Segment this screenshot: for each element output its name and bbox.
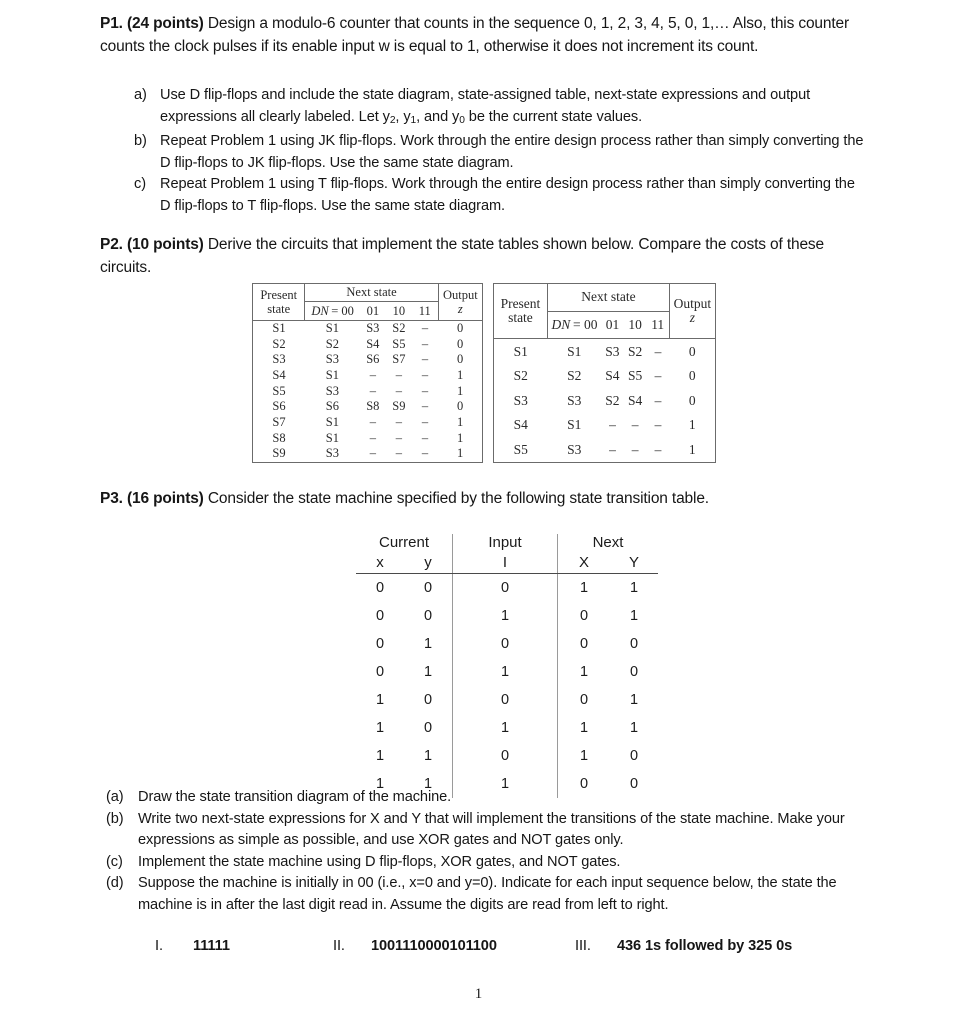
cell-y: 0	[423, 720, 433, 736]
cell-output: 1	[456, 367, 464, 382]
next-state-col-01: 01	[366, 303, 380, 318]
cell-present: S4	[272, 367, 286, 382]
cell-next-01: S8	[366, 399, 380, 414]
list-item	[134, 85, 864, 131]
cell-next-00: S1	[567, 417, 582, 433]
output-label: Output	[442, 288, 478, 302]
cell-Y: 1	[629, 608, 639, 624]
list-item	[134, 174, 864, 217]
list-marker: (c)	[106, 853, 123, 870]
next-state-col-11: 11	[651, 316, 665, 332]
cell-next-00: S2	[567, 368, 582, 384]
cell-next-10: S5	[628, 368, 643, 384]
subscript-y2: 2	[389, 114, 396, 126]
cell-present: S1	[272, 321, 286, 335]
sequence-marker-3: III.	[575, 938, 591, 954]
cell-output: 0	[456, 336, 464, 351]
sequence-item-3	[575, 938, 792, 954]
cell-next-11: –	[654, 392, 662, 408]
sequence-value-1: 11111	[193, 938, 230, 954]
cell-X: 1	[558, 574, 611, 603]
problem-1-sublist	[134, 85, 864, 217]
cell-I: 1	[453, 602, 558, 630]
cell-x: 0	[375, 608, 385, 624]
cell-next-01: S3	[605, 343, 620, 359]
cell-next-10: –	[395, 414, 402, 429]
cell-next-00: S2	[325, 336, 339, 351]
header-current: Current	[378, 534, 430, 551]
state-transition-table	[356, 534, 658, 798]
output-variable: z	[457, 302, 463, 316]
cell-X: 1	[558, 742, 611, 770]
cell-next-01: S4	[605, 368, 620, 384]
header-var-y: y	[404, 554, 453, 574]
cell-next-10: S4	[628, 392, 643, 408]
table-row	[356, 658, 658, 686]
sequence-marker-2: II.	[333, 938, 345, 954]
cell-next-11: –	[654, 442, 662, 457]
state-table-right	[493, 283, 716, 463]
cell-next-00: S1	[325, 430, 339, 445]
cell-next-01: –	[369, 383, 376, 398]
cell-next-00: S1	[567, 343, 582, 359]
cell-Y: 1	[629, 580, 639, 596]
problem-1-body: Design a modulo-6 counter that counts in the sequence 0, 1, 2, 3, 4, 5, 0, 1,… Also, this counter counts the clock pulses if its enable input w is equal to 1, otherwise it does not increment its count.	[100, 15, 849, 55]
cell-next-10: S5	[392, 336, 406, 351]
cell-output: 1	[456, 414, 464, 429]
table-header-group-row	[356, 534, 658, 554]
cell-X: 0	[558, 686, 611, 714]
cell-next-01: –	[369, 414, 376, 429]
present-state-label-line1: Present	[260, 288, 298, 302]
output-label: Output	[673, 296, 712, 312]
cell-y: 0	[423, 580, 433, 596]
cell-output: 0	[688, 392, 696, 408]
cell-output: 0	[456, 352, 464, 367]
header-var-I: I	[453, 554, 558, 574]
cell-output: 0	[688, 368, 696, 384]
cell-next-00: S1	[325, 367, 339, 382]
cell-next-00: S3	[325, 352, 339, 367]
list-item	[106, 809, 874, 852]
sequence-value-2: 1001110000101100	[371, 938, 497, 954]
cell-present: S2	[272, 336, 286, 351]
cell-next-11: –	[421, 399, 429, 414]
cell-next-11: –	[421, 414, 429, 429]
cell-next-11: –	[421, 430, 429, 445]
cell-output: 0	[688, 343, 696, 359]
cell-Y: 0	[629, 748, 639, 764]
cell-next-11: –	[421, 321, 429, 335]
list-item-text: Implement the state machine using D flip-flops, XOR gates, and NOT gates.	[138, 853, 621, 870]
cell-y: 1	[423, 664, 433, 680]
cell-output: 1	[456, 383, 464, 398]
cell-Y: 0	[629, 636, 639, 652]
cell-next-00: S3	[325, 383, 339, 398]
list-marker: b)	[134, 133, 147, 150]
list-marker: (a)	[106, 789, 124, 805]
table-row	[356, 686, 658, 714]
cell-X: 0	[558, 770, 611, 798]
table-row	[253, 352, 482, 368]
cell-next-10: –	[631, 417, 639, 433]
cell-next-00: S6	[325, 399, 339, 414]
header-input: Input	[453, 534, 558, 554]
cell-X: 0	[558, 602, 611, 630]
problem-3-body: Consider the state machine specified by the following state transition table.	[203, 490, 709, 507]
next-state-col-01: 01	[605, 316, 620, 332]
cell-x: 0	[375, 636, 385, 652]
cell-I: 1	[453, 658, 558, 686]
cell-next-01: S6	[366, 352, 380, 367]
cell-y: 1	[423, 776, 433, 792]
header-var-Y: Y	[610, 554, 658, 574]
list-item	[106, 852, 874, 874]
cell-x: 0	[375, 580, 385, 596]
list-item-text: Write two next-state expressions for X and Y that will implement the transitions of the state machine. Make your expressions as simple as possible, and use XOR gates and NOT gates only.	[138, 810, 845, 848]
cell-next-10: –	[395, 446, 402, 461]
cell-x: 0	[375, 664, 385, 680]
cell-output: 1	[688, 442, 696, 457]
cell-next-11: –	[421, 336, 429, 351]
cell-next-01: –	[609, 442, 616, 457]
next-state-col-10: 10	[628, 316, 642, 332]
cell-present: S8	[272, 430, 286, 445]
cell-I: 0	[453, 686, 558, 714]
cell-Y: 1	[629, 720, 639, 736]
header-next: Next	[558, 534, 659, 554]
cell-next-10: –	[395, 430, 402, 445]
subscript-y1: 1	[410, 114, 417, 126]
cell-Y: 0	[629, 776, 639, 792]
list-marker: (d)	[106, 875, 124, 891]
cell-present: S5	[272, 383, 286, 398]
table-row	[356, 742, 658, 770]
table-row	[356, 714, 658, 742]
list-item-text: Repeat Problem 1 using T flip-flops. Work through the entire design process rather than simply converting the D flip-flops to T flip-flops. Use the same state diagram.	[160, 176, 855, 214]
cell-present: S3	[513, 392, 528, 408]
table-row	[494, 339, 715, 364]
list-item	[106, 787, 874, 809]
present-state-label-line2: state	[508, 310, 533, 326]
cell-x: 1	[375, 776, 385, 792]
cell-present: S1	[513, 343, 528, 359]
cell-x: 1	[375, 720, 385, 736]
cell-I: 0	[453, 742, 558, 770]
sequence-value-3: 436 1s followed by 325 0s	[617, 938, 793, 954]
table-row	[494, 364, 715, 389]
cell-present: S3	[272, 352, 286, 367]
output-variable: z	[689, 310, 696, 326]
list-item-text: Draw the state transition diagram of the machine.	[138, 789, 452, 805]
table-row	[356, 602, 658, 630]
state-table-left	[252, 283, 483, 463]
list-marker: a)	[134, 87, 147, 103]
cell-next-11: –	[421, 367, 429, 382]
next-state-col-10: 10	[392, 303, 406, 318]
dn-label: DN	[311, 303, 329, 318]
cell-Y: 1	[629, 692, 639, 708]
cell-next-01: S2	[605, 392, 620, 408]
cell-I: 0	[453, 574, 558, 603]
cell-y: 1	[423, 748, 433, 764]
next-state-label: Next state	[547, 284, 669, 311]
problem-2-paragraph	[100, 234, 866, 279]
cell-X: 0	[558, 630, 611, 658]
cell-output: 0	[456, 399, 464, 414]
cell-next-01: S3	[366, 321, 380, 335]
cell-next-11: –	[654, 343, 662, 359]
cell-next-11: –	[421, 446, 429, 461]
problem-3-paragraph	[100, 488, 890, 511]
cell-next-11: –	[421, 352, 429, 367]
cell-output: 0	[456, 321, 464, 335]
next-state-col-11: 11	[418, 303, 431, 318]
table-row	[356, 630, 658, 658]
cell-present: S2	[513, 368, 528, 384]
cell-next-10: –	[631, 442, 639, 457]
cell-next-00: S3	[325, 446, 339, 461]
table-row	[494, 437, 715, 462]
cell-next-10: S9	[392, 399, 406, 414]
cell-next-01: S4	[366, 336, 380, 351]
list-item	[134, 131, 864, 174]
cell-next-10: S2	[628, 343, 643, 359]
cell-next-00: S3	[567, 442, 582, 457]
cell-y: 0	[423, 692, 433, 708]
list-item-mid1: , y	[395, 108, 411, 125]
table-row	[253, 415, 482, 431]
cell-present: S9	[272, 446, 286, 461]
cell-next-11: –	[654, 368, 662, 384]
cell-next-10: –	[395, 367, 402, 382]
present-state-label-line2: state	[267, 302, 291, 316]
cell-present: S7	[272, 414, 286, 429]
cell-y: 0	[423, 608, 433, 624]
list-item-text: Suppose the machine is initially in 00 (i.e., x=0 and y=0). Indicate for each input sequence below, the state the machine is in after the last digit read in. Assume the digits are read from left to right.	[138, 875, 837, 913]
table-row	[253, 431, 482, 447]
cell-next-10: –	[395, 383, 402, 398]
cell-next-01: –	[369, 430, 376, 445]
subscript-y0: 0	[459, 114, 465, 126]
cell-y: 1	[423, 636, 433, 652]
problem-1-heading: P1. (24 points)	[100, 15, 204, 32]
cell-Y: 0	[629, 664, 639, 680]
cell-next-10: S7	[392, 352, 406, 367]
sequence-item-1	[155, 938, 230, 954]
cell-next-00: S1	[325, 321, 339, 335]
input-sequence-list	[0, 938, 957, 960]
table-row	[494, 413, 715, 438]
header-var-X: X	[558, 554, 611, 574]
page-number: 1	[474, 986, 483, 1002]
cell-output: 1	[688, 417, 696, 433]
table-header-var-row	[356, 554, 658, 574]
cell-I: 0	[453, 630, 558, 658]
list-item-mid2: , and y	[416, 108, 460, 125]
table-row	[253, 399, 482, 415]
cell-X: 1	[558, 658, 611, 686]
cell-output: 1	[456, 430, 464, 445]
problem-3-sublist	[106, 787, 874, 916]
cell-x: 1	[375, 748, 385, 764]
dn-equals: = 00	[572, 316, 598, 332]
list-item	[106, 873, 874, 916]
list-item-text	[160, 85, 864, 131]
problem-1-paragraph	[100, 13, 866, 58]
present-state-label-line1: Present	[500, 296, 541, 312]
cell-output: 1	[456, 446, 464, 461]
header-var-x: x	[356, 554, 404, 574]
cell-X: 1	[558, 714, 611, 742]
cell-present: S4	[513, 417, 528, 433]
dn-equals: = 00	[331, 303, 354, 318]
cell-next-11: –	[654, 417, 662, 433]
cell-next-01: –	[369, 446, 376, 461]
table-row	[253, 336, 482, 352]
table-row	[253, 368, 482, 384]
table-row	[253, 383, 482, 399]
list-item-text-after: be the current state values.	[464, 108, 643, 125]
cell-next-00: S3	[567, 392, 582, 408]
problem-3-heading: P3. (16 points)	[100, 490, 204, 507]
cell-present: S6	[272, 399, 286, 414]
cell-next-00: S1	[325, 414, 339, 429]
cell-next-10: S2	[392, 321, 406, 335]
cell-I: 1	[453, 714, 558, 742]
list-item-text-before: Use D flip-flops and include the state diagram, state-assigned table, next-state expressions and output expressions all clearly labeled. Let y	[160, 87, 811, 125]
table-row	[253, 446, 482, 462]
problem-2-body: Derive the circuits that implement the state tables shown below. Compare the costs of these circuits.	[100, 236, 824, 276]
list-item-text: Repeat Problem 1 using JK flip-flops. Work through the entire design process rather than simply converting the D flip-flops to JK flip-flops. Use the same state diagram.	[160, 133, 864, 171]
cell-next-01: –	[609, 417, 616, 433]
problem-2-heading: P2. (10 points)	[100, 236, 204, 253]
cell-present: S5	[513, 442, 528, 457]
cell-next-11: –	[421, 383, 429, 398]
cell-x: 1	[375, 692, 385, 708]
cell-I: 1	[453, 770, 558, 798]
list-marker: c)	[134, 176, 146, 193]
sequence-marker-1: I.	[155, 938, 163, 954]
table-row	[356, 574, 658, 603]
dn-label: DN	[551, 316, 571, 332]
table-row	[494, 388, 715, 413]
table-row	[253, 321, 482, 337]
next-state-label: Next state	[305, 284, 438, 302]
cell-next-01: –	[369, 367, 376, 382]
sequence-item-2	[333, 938, 497, 954]
list-marker: (b)	[106, 810, 124, 827]
